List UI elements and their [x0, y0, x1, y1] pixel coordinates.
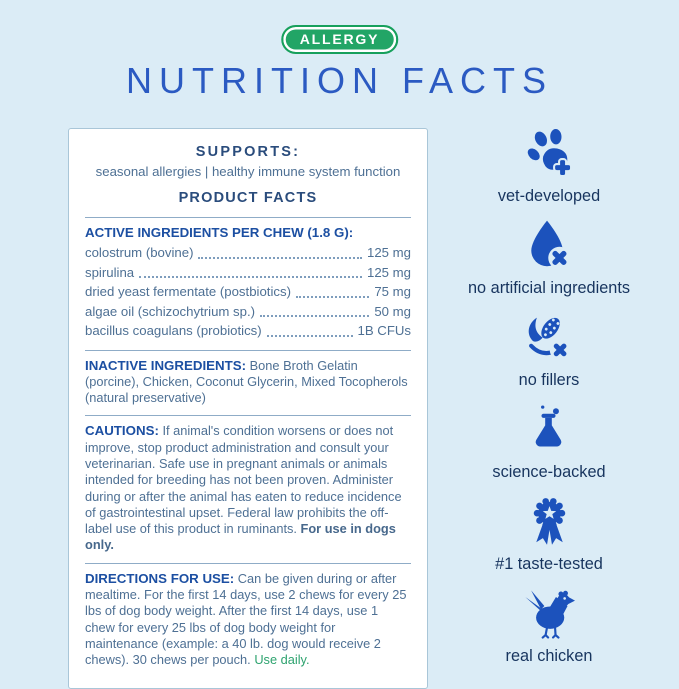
- dotted-leader: [139, 276, 362, 278]
- directions-section: [84, 564, 412, 678]
- ingredient-name: bacillus coagulans (probiotics): [85, 323, 262, 338]
- ingredient-row: [85, 243, 411, 263]
- dotted-leader: [267, 335, 353, 337]
- feature-label: real chicken: [505, 647, 593, 665]
- active-ingredients-heading: ACTIVE INGREDIENTS PER CHEW (1.8 G):: [85, 225, 354, 240]
- feature-no-fillers: [519, 311, 580, 390]
- inactive-ingredients-heading: INACTIVE INGREDIENTS:: [85, 357, 247, 373]
- feature-column: [440, 127, 658, 679]
- ingredient-name: spirulina: [85, 264, 135, 280]
- ingredient-name: algae oil (schizochytrium sp.): [85, 303, 256, 319]
- directions-text: Can be given during or after mealtime. For the first 14 days, use 2 chews for every 25 lbs of dog body weight. After the first 14 days, use 1 chew for every 25 lbs of dog body weight for maintenance (example: a 40 lb. dog would receive 2 chews). 30 chews per pouch.: [85, 570, 407, 668]
- paw-plus-icon: [522, 127, 575, 180]
- cautions-emphasis: For use in dogs only.: [85, 521, 396, 553]
- dotted-leader: [198, 257, 362, 259]
- page-title: NUTRITION FACTS: [126, 60, 553, 101]
- product-facts-heading: PRODUCT FACTS: [178, 190, 318, 206]
- allergy-badge: ALLERGY: [281, 25, 399, 54]
- ingredient-value: 125 mg: [367, 245, 411, 260]
- cautions-text: If animal's condition worsens or does not improve, stop product administration and consult your veterinarian. Safe use in pregnant animals or animals intended for breeding has not been proven. Administer during or after the animal has eaten to reduce incidence of gastrointestinal upset. Federal law prohibits the off-label use of this product in ruminants.: [85, 423, 402, 537]
- dotted-leader: [296, 296, 369, 298]
- feature-label: science-backed: [492, 463, 606, 481]
- feature-label: no artificial ingredients: [468, 279, 630, 297]
- feature-vet-developed: [498, 127, 600, 206]
- ingredient-row: [85, 263, 411, 283]
- inactive-ingredients-text: Bone Broth Gelatin (porcine), Chicken, Coconut Glycerin, Mixed Tocopherols (natural preservative): [85, 357, 408, 406]
- dotted-leader: [260, 315, 369, 317]
- feature-science-backed: [492, 403, 605, 482]
- cautions-section: [84, 416, 412, 562]
- ingredient-row: [85, 321, 411, 341]
- ingredient-row: [85, 302, 411, 322]
- ingredient-row: [85, 282, 411, 302]
- active-ingredients-section: [84, 218, 412, 350]
- flask-icon: [522, 403, 575, 456]
- ingredient-value: 75 mg: [374, 284, 411, 299]
- corn-x-icon: [522, 311, 575, 364]
- supports-text: seasonal allergies | healthy immune system function: [95, 164, 401, 179]
- award-ribbon-icon: [523, 495, 576, 548]
- ingredient-value: 1B CFUs: [357, 323, 411, 338]
- feature-label: no fillers: [518, 371, 580, 389]
- ingredient-value: 125 mg: [367, 264, 411, 280]
- supports-heading: SUPPORTS:: [195, 144, 301, 160]
- directions-heading: DIRECTIONS FOR USE:: [85, 570, 235, 586]
- droplet-x-icon: [523, 219, 576, 272]
- feature-no-artificial-ingredients: [468, 219, 630, 298]
- ingredient-value: 50 mg: [374, 303, 411, 319]
- feature-label: #1 taste-tested: [495, 555, 603, 573]
- inactive-ingredients-section: [84, 351, 412, 416]
- feature-real-chicken: [506, 587, 593, 666]
- product-facts-card: [68, 128, 428, 689]
- ingredient-name: dried yeast fermentate (postbiotics): [85, 284, 291, 299]
- ingredient-name: colostrum (bovine): [85, 245, 194, 260]
- feature-taste-tested: [495, 495, 603, 574]
- cautions-heading: CAUTIONS:: [85, 423, 159, 439]
- chicken-icon: [522, 587, 575, 640]
- feature-label: vet-developed: [497, 187, 601, 205]
- directions-green-note: Use daily.: [254, 652, 310, 668]
